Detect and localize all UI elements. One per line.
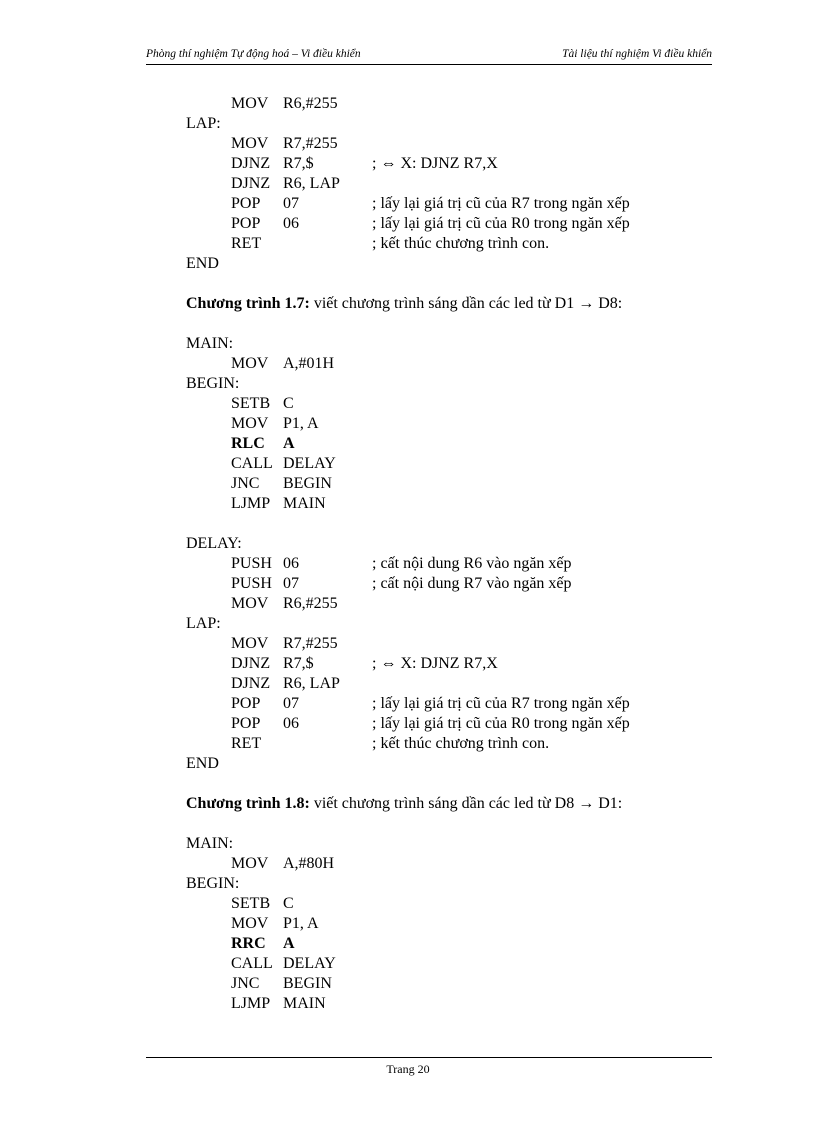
- program-title: [186, 294, 622, 314]
- code-operand: BEGIN: [283, 475, 332, 492]
- code-mnemonic: SETB: [231, 395, 271, 412]
- code-mnemonic: POP: [231, 195, 261, 212]
- program-title: [186, 794, 622, 814]
- program-title-bold: Chương trình 1.7:: [186, 295, 310, 312]
- code-label: END: [186, 255, 219, 272]
- program-title-text: viết chương trình sáng dần các led từ D8 → D1:: [309, 795, 623, 812]
- code-operand: C: [283, 395, 294, 412]
- code-mnemonic: DJNZ: [231, 675, 271, 692]
- code-mnemonic: MOV: [231, 635, 269, 652]
- code-operand: DELAY: [283, 955, 336, 972]
- code-label: LAP:: [186, 615, 221, 632]
- code-mnemonic: JNC: [231, 975, 260, 992]
- program-title-text: viết chương trình sáng dần các led từ D1 → D8:: [309, 295, 623, 312]
- code-operand: R7,#255: [283, 135, 338, 152]
- code-operand: BEGIN: [283, 975, 332, 992]
- code-operand: MAIN: [283, 995, 326, 1012]
- code-operand: 07: [283, 195, 299, 212]
- code-operand: C: [283, 895, 294, 912]
- code-mnemonic: PUSH: [231, 575, 272, 592]
- code-operand: R7,$: [283, 655, 314, 672]
- code-mnemonic: RLC: [231, 435, 265, 452]
- code-label: DELAY:: [186, 535, 242, 552]
- code-comment: ; lấy lại giá trị cũ của R7 trong ngăn xếp: [372, 195, 630, 212]
- code-label: LAP:: [186, 115, 221, 132]
- code-mnemonic: RET: [231, 735, 262, 752]
- header-left-text: Phòng thí nghiệm Tự động hoá – Vi điều khiển: [146, 48, 361, 60]
- page-number: Trang 20: [386, 1062, 430, 1076]
- code-comment: ; lấy lại giá trị cũ của R0 trong ngăn xếp: [372, 215, 630, 232]
- code-operand: DELAY: [283, 455, 336, 472]
- program-title-bold: Chương trình 1.8:: [186, 795, 310, 812]
- code-mnemonic: DJNZ: [231, 155, 271, 172]
- code-mnemonic: CALL: [231, 455, 273, 472]
- code-mnemonic: PUSH: [231, 555, 272, 572]
- code-operand: P1, A: [283, 915, 319, 932]
- code-comment: ; lấy lại giá trị cũ của R0 trong ngăn xếp: [372, 715, 630, 732]
- code-operand: MAIN: [283, 495, 326, 512]
- code-comment: ; ⇔ X: DJNZ R7,X: [372, 655, 498, 672]
- code-mnemonic: RET: [231, 235, 262, 252]
- footer-divider: [146, 1057, 712, 1058]
- page-header: [146, 48, 712, 65]
- code-operand: 07: [283, 695, 299, 712]
- code-label: MAIN:: [186, 335, 234, 352]
- code-mnemonic: CALL: [231, 955, 273, 972]
- code-label: END: [186, 755, 219, 772]
- code-operand: R6,#255: [283, 95, 338, 112]
- code-operand: 06: [283, 555, 299, 572]
- code-operand: R7,#255: [283, 635, 338, 652]
- code-operand: A,#80H: [283, 855, 335, 872]
- code-mnemonic: MOV: [231, 915, 269, 932]
- code-mnemonic: LJMP: [231, 995, 271, 1012]
- code-operand: A: [283, 435, 295, 452]
- code-comment: ; cất nội dung R6 vào ngăn xếp: [372, 555, 572, 572]
- code-comment: ; kết thúc chương trình con.: [372, 235, 550, 252]
- code-mnemonic: JNC: [231, 475, 260, 492]
- code-comment: ; cất nội dung R7 vào ngăn xếp: [372, 575, 572, 592]
- code-mnemonic: MOV: [231, 355, 269, 372]
- code-mnemonic: MOV: [231, 595, 269, 612]
- code-comment: ; ⇔ X: DJNZ R7,X: [372, 155, 498, 172]
- code-label: BEGIN:: [186, 375, 240, 392]
- code-operand: 07: [283, 575, 299, 592]
- code-mnemonic: MOV: [231, 415, 269, 432]
- code-operand: A: [283, 935, 295, 952]
- code-mnemonic: MOV: [231, 135, 269, 152]
- code-comment: ; kết thúc chương trình con.: [372, 735, 550, 752]
- code-label: BEGIN:: [186, 875, 240, 892]
- code-mnemonic: POP: [231, 695, 261, 712]
- code-operand: 06: [283, 215, 299, 232]
- code-comment: ; lấy lại giá trị cũ của R7 trong ngăn xếp: [372, 695, 630, 712]
- code-mnemonic: DJNZ: [231, 655, 271, 672]
- code-operand: A,#01H: [283, 355, 335, 372]
- code-mnemonic: POP: [231, 215, 261, 232]
- code-operand: R6, LAP: [283, 675, 340, 692]
- code-mnemonic: POP: [231, 715, 261, 732]
- code-mnemonic: MOV: [231, 855, 269, 872]
- header-right-text: Tài liệu thí nghiệm Vi điều khiển: [562, 48, 712, 60]
- code-mnemonic: MOV: [231, 95, 269, 112]
- code-mnemonic: RRC: [231, 935, 266, 952]
- code-label: MAIN:: [186, 835, 234, 852]
- code-operand: R6,#255: [283, 595, 338, 612]
- code-operand: R6, LAP: [283, 175, 340, 192]
- code-operand: P1, A: [283, 415, 319, 432]
- code-mnemonic: LJMP: [231, 495, 271, 512]
- code-mnemonic: SETB: [231, 895, 271, 912]
- code-operand: R7,$: [283, 155, 314, 172]
- code-mnemonic: DJNZ: [231, 175, 271, 192]
- code-operand: 06: [283, 715, 299, 732]
